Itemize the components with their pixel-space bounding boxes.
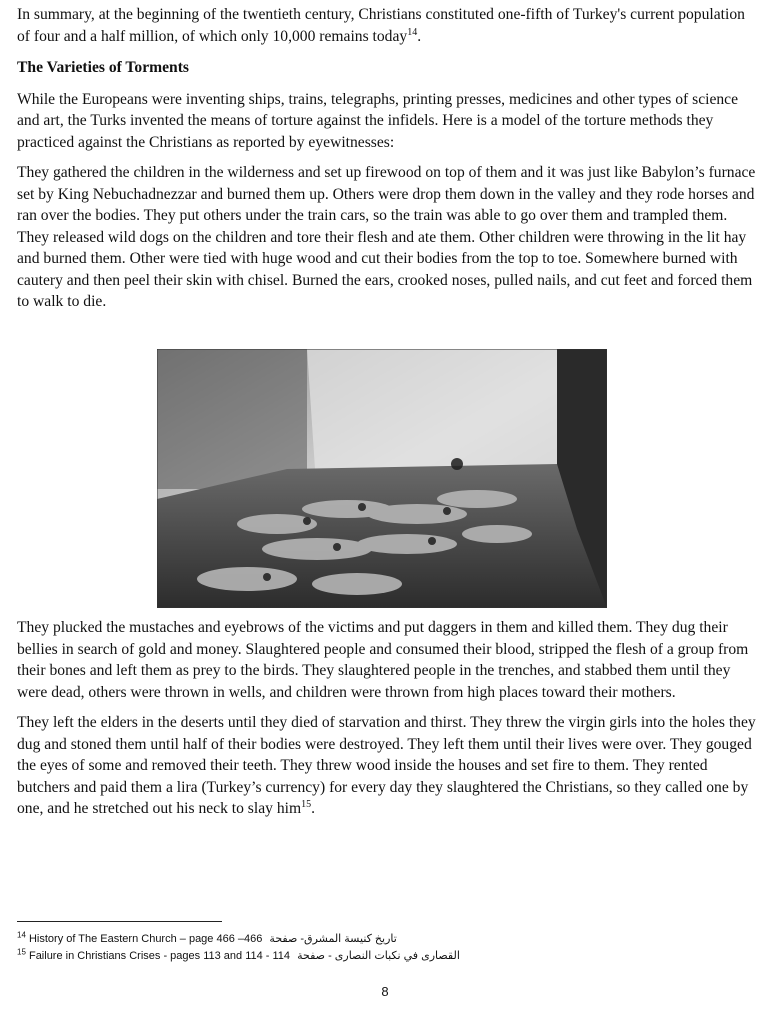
footnote-text: History of The Eastern Church – page 466 –466 [28,933,263,945]
paragraph-atrocities: They plucked the mustaches and eyebrows of the victims and put daggers in them and killed them. They dug their bellies in search of gold and money. Slaughtered people and consumed their blood, stripped the flesh of a group from their bones and left them as prey to the birds. They slaughtered people in the trenches, and stabbed them until they were dead, others were thrown in wells, and children were thrown from high places toward their mothers. [17,619,749,701]
paragraph-torments: They gathered the children in the wilderness and set up firewood on top of them and it was just like Babylon’s furnace set by King Nebuchadnezzar and burned them up. Others were drop them down in the valley and they rode horses and ran over the bodies. They put others under the train cars, so the train was able to go over them and trampled them. They released wild dogs on the children and tore their flesh and ate them. Other children were throwing in the lit hay and burned them. Other were tied with huge wood and cut their bodies from the top to toe. Somewhere burned with cautery and then peel their skin with chisel. Burned the ears, crooked noses, pulled nails, and cut feet and forced them to walk to die. [17,164,756,310]
footnote-item [17,931,757,948]
historical-photo [157,349,607,608]
footnote-item [17,948,757,965]
footnote-number: 15 [17,946,26,956]
paragraph-text: They left the elders in the deserts until they died of starvation and thirst. They threw the virgin girls into the holes they dug and stoned them until half of their bodies were destroyed. They left them until their lives were over. They gouged the eyes of some and removed their teeth. They threw wood inside the houses and set fire to them. They rented butchers and paid them a lira (Turkey’s currency) for every day they slaughtered the Christians, so they called one by one, and he stretched out his neck to slay him [17,714,756,817]
footnote-text: Failure in Christians Crises - pages 113 and 114 - 114 [28,949,291,962]
photo-image [157,349,607,608]
page-number: 8 [381,984,389,999]
footnote-ref[interactable]: 14 [407,26,418,38]
footnotes [17,931,757,964]
document-body-continued [17,617,762,820]
footnote-number: 14 [17,930,26,940]
paragraph-text: In summary, at the beginning of the twentieth century, Christians constituted one-fifth of Turkey's current population of four and a half million, of which only 10,000 remains today [17,6,745,45]
footnote-arabic: القصارى في نكبات النصارى - صفحة [297,949,460,962]
document-body [17,4,757,313]
section-heading: The Varieties of Torments [17,59,189,76]
footnote-separator [17,921,222,922]
paragraph-intro: While the Europeans were inventing ships, trains, telegraphs, printing presses, medicines and other types of science and art, the Turks invented the means of torture against the infidels. Here is a model of the torture methods they practiced against the Christians as reported by eyewitnesses: [17,90,739,151]
paragraph-tail: . [311,800,315,817]
footnote-ref[interactable]: 15 [301,798,312,810]
paragraph-elders [17,712,762,820]
footnote-arabic: تاريخ كنيسة المشرق- صفحة [269,933,397,945]
paragraph-summary [17,4,757,47]
paragraph-tail: . [417,27,422,45]
